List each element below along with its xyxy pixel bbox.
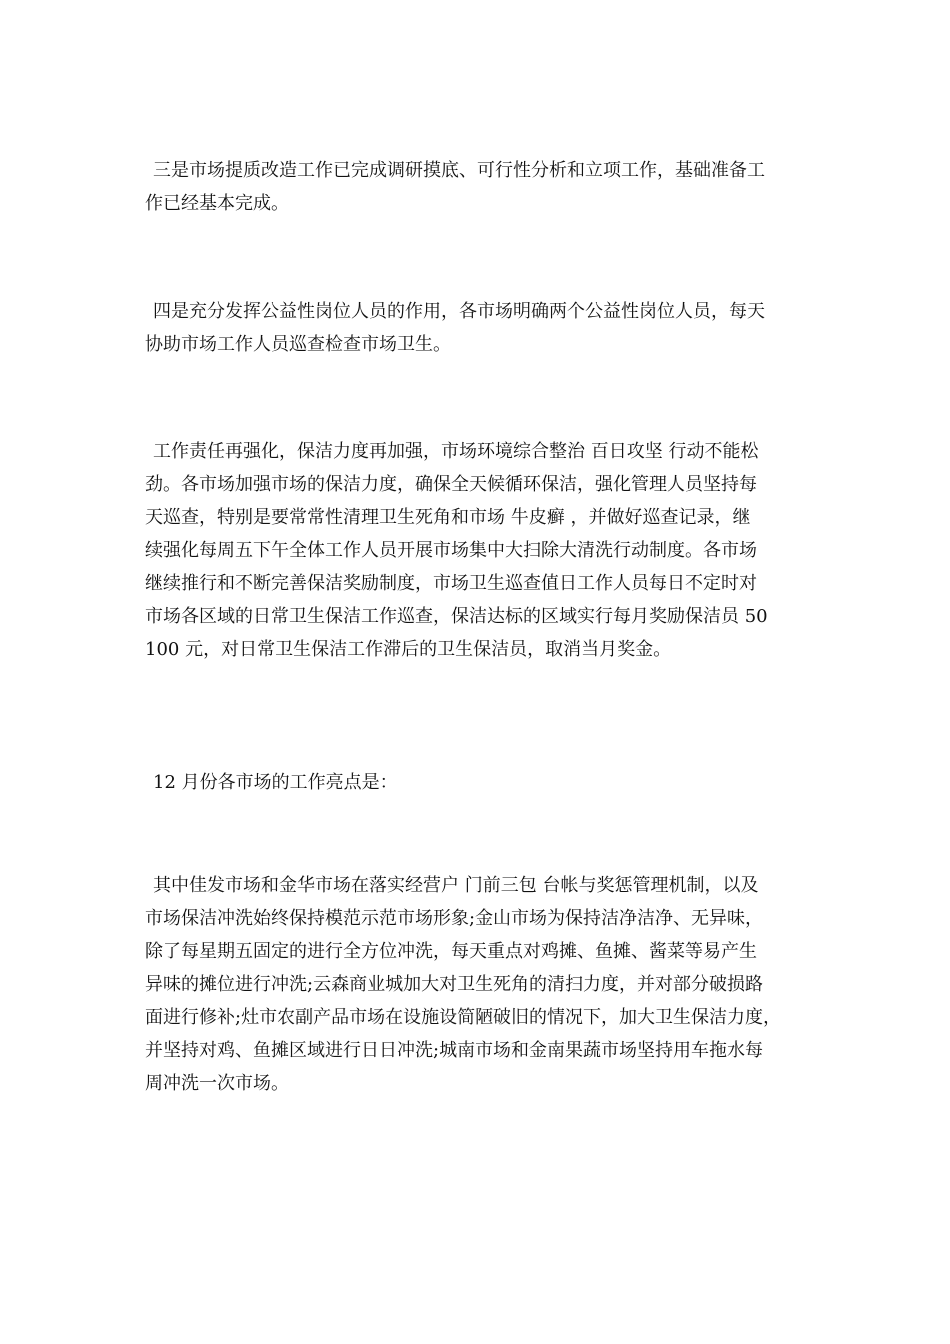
text-line: 周冲洗一次市场。 (145, 1073, 289, 1094)
text-line: 协助市场工作人员巡查检查市场卫生。 (145, 334, 451, 355)
text-line: 12 月份各市场的工作亮点是： (153, 772, 398, 793)
text-line: 市场保洁冲洗始终保持模范示范市场形象;金山市场为保持洁净洁净、无异味， (145, 908, 764, 929)
text-line: 劲。各市场加强市场的保洁力度，确保全天候循环保洁，强化管理人员坚持每 (145, 474, 757, 495)
paragraph-market-highlights (145, 869, 815, 1100)
paragraph-public-welfare-staff (145, 295, 815, 361)
paragraph-cleaning-responsibility (145, 435, 815, 666)
paragraph-market-renovation (145, 154, 815, 220)
text-line: 市场各区域的日常卫生保洁工作巡查，保洁达标的区域实行每月奖励保洁员 50 (145, 606, 768, 627)
paragraph-december-highlights-heading (145, 766, 815, 799)
text-line: 其中佳发市场和金华市场在落实经营户 门前三包 台帐与奖惩管理机制，以及 (153, 875, 759, 896)
text-line: 100 元，对日常卫生保洁工作滞后的卫生保洁员，取消当月奖金。 (145, 639, 672, 660)
text-line: 面进行修补;灶市农副产品市场在设施设简陋破旧的情况下，加大卫生保洁力度， (145, 1007, 782, 1028)
text-line: 三是市场提质改造工作已完成调研摸底、可行性分析和立项工作，基础准备工 (153, 160, 765, 181)
text-line: 继续推行和不断完善保洁奖励制度，市场卫生巡查值日工作人员每日不定时对 (145, 573, 757, 594)
text-line: 天巡查，特别是要常常性清理卫生死角和市场 牛皮癣 ，并做好巡查记录，继 (145, 507, 751, 528)
text-line: 异味的摊位进行冲洗;云森商业城加大对卫生死角的清扫力度，并对部分破损路 (145, 974, 764, 995)
text-line: 作已经基本完成。 (145, 193, 289, 214)
text-line: 工作责任再强化，保洁力度再加强，市场环境综合整治 百日攻坚 行动不能松 (153, 441, 759, 462)
text-line: 四是充分发挥公益性岗位人员的作用，各市场明确两个公益性岗位人员，每天 (153, 301, 765, 322)
text-line: 除了每星期五固定的进行全方位冲洗，每天重点对鸡摊、鱼摊、酱菜等易产生 (145, 941, 757, 962)
text-line: 并坚持对鸡、鱼摊区域进行日日冲洗;城南市场和金南果蔬市场坚持用车拖水每 (145, 1040, 764, 1061)
text-line: 续强化每周五下午全体工作人员开展市场集中大扫除大清洗行动制度。各市场 (145, 540, 757, 561)
